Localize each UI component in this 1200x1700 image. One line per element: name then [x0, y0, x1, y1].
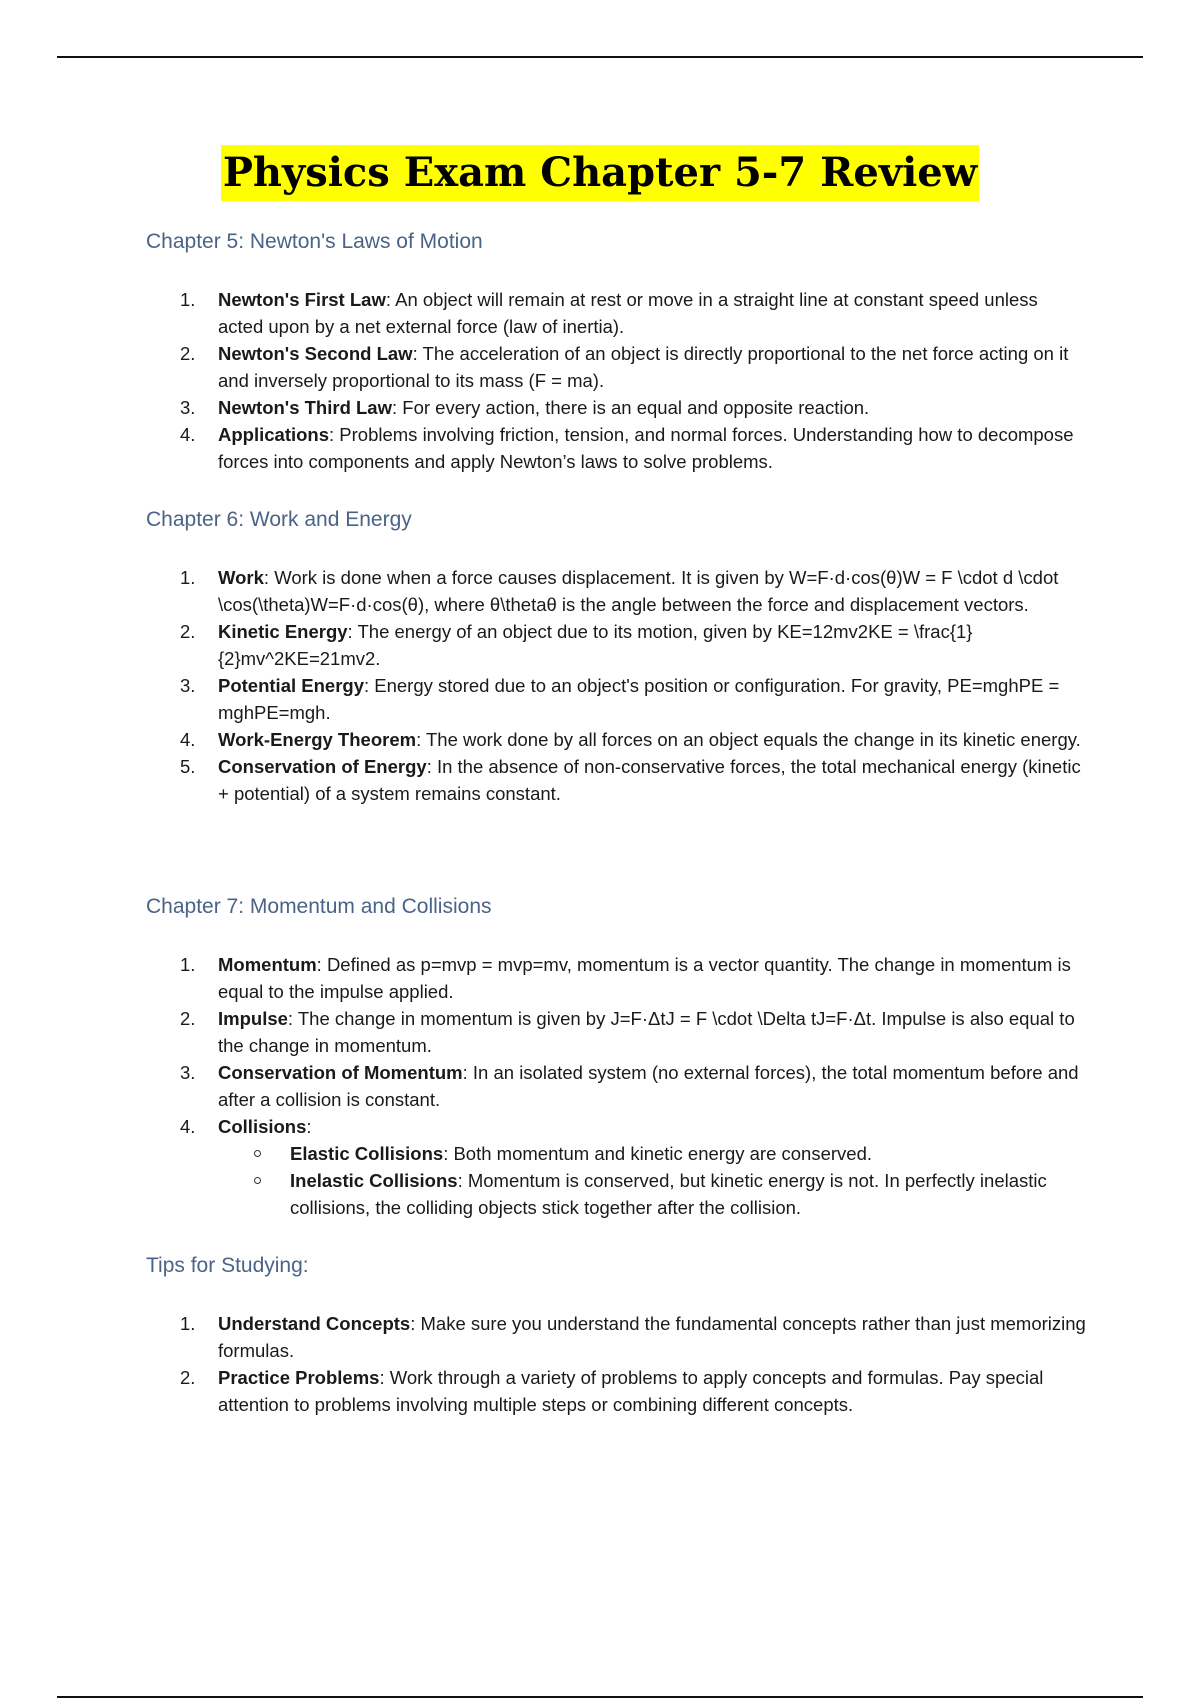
- item-term: Collisions: [218, 1116, 307, 1137]
- item-number: 3.: [180, 675, 196, 696]
- list-item: [180, 564, 1088, 618]
- sub-list-item: [290, 1140, 1088, 1167]
- item-term: Newton's Second Law: [218, 343, 413, 364]
- section-heading: Chapter 6: Work and Energy: [146, 508, 412, 531]
- item-term: Momentum: [218, 954, 317, 975]
- hollow-circle-bullet-icon: [254, 1150, 261, 1157]
- section-heading: Chapter 5: Newton's Laws of Motion: [146, 230, 483, 253]
- item-text: : The work done by all forces on an object equals the change in its kinetic energy.: [416, 729, 1081, 750]
- item-text: : Energy stored due to an object's position or configuration. For gravity, PE=mghPE = mghPE=mgh.: [218, 675, 1060, 723]
- item-text: : Work through a variety of problems to apply concepts and formulas. Pay special attention to problems involving multiple steps or combining different concepts.: [218, 1367, 1044, 1415]
- sub-list-item: [290, 1167, 1088, 1221]
- bottom-rule: [57, 1696, 1143, 1698]
- item-number: 4.: [180, 729, 196, 750]
- item-term: Work-Energy Theorem: [218, 729, 417, 750]
- item-text: : The change in momentum is given by J=F·ΔtJ = F \cdot \Delta tJ=F·Δt. Impulse is also equal to the change in momentum.: [218, 1008, 1075, 1056]
- top-rule: [57, 56, 1143, 58]
- section-heading: Tips for Studying:: [146, 1254, 309, 1277]
- item-number: 4.: [180, 1116, 196, 1137]
- item-term: Applications: [218, 424, 330, 445]
- subitem-text: : Momentum is conserved, but kinetic energy is not. In perfectly inelastic collisions, the colliding objects stick together after the collision.: [290, 1170, 1047, 1218]
- item-term: Impulse: [218, 1008, 288, 1029]
- item-number: 1.: [180, 954, 196, 975]
- item-term: Potential Energy: [218, 675, 364, 696]
- item-term: Work: [218, 567, 264, 588]
- item-term: Practice Problems: [218, 1367, 380, 1388]
- item-text: : The energy of an object due to its motion, given by KE=12mv2KE = \frac{1}{2}mv^2KE=21mv2.: [218, 621, 973, 669]
- item-term: Understand Concepts: [218, 1313, 411, 1334]
- item-text: : An object will remain at rest or move in a straight line at constant speed unless acted upon by a net external force (law of inertia).: [218, 289, 1038, 337]
- subitem-text: : Both momentum and kinetic energy are conserved.: [443, 1143, 872, 1164]
- chapter-5-list: [180, 286, 1088, 475]
- item-number: 3.: [180, 397, 196, 418]
- list-item: [180, 672, 1088, 726]
- subitem-term: Elastic Collisions: [290, 1143, 444, 1164]
- hollow-circle-bullet-icon: [254, 1177, 261, 1184]
- item-term: Newton's First Law: [218, 289, 386, 310]
- chapter-7-list: [180, 951, 1088, 1221]
- item-text: : Make sure you understand the fundamental concepts rather than just memorizing formulas.: [218, 1313, 1086, 1361]
- list-item: [180, 1364, 1088, 1418]
- list-item: [180, 394, 1088, 421]
- list-item: [180, 286, 1088, 340]
- list-item: [180, 753, 1088, 807]
- item-text: : Work is done when a force causes displacement. It is given by W=F·d·cos⁡(θ)W = F \cdot d \cdot \cos(\theta)W=F·d·cos(θ), where θ\thetaθ is the angle between the force and displacement vectors.: [218, 567, 1059, 615]
- section-heading: Chapter 7: Momentum and Collisions: [146, 895, 492, 918]
- tips-list: [180, 1310, 1088, 1418]
- collisions-sublist: [218, 1140, 1088, 1221]
- item-text: : In an isolated system (no external forces), the total momentum before and after a collision is constant.: [218, 1062, 1079, 1110]
- item-number: 3.: [180, 1062, 196, 1083]
- item-number: 2.: [180, 1008, 196, 1029]
- item-text: : The acceleration of an object is directly proportional to the net force acting on it and inversely proportional to its mass (F = ma).: [218, 343, 1069, 391]
- list-item: [180, 618, 1088, 672]
- list-item: [180, 421, 1088, 475]
- item-term: Kinetic Energy: [218, 621, 348, 642]
- list-item: [180, 1113, 1088, 1221]
- item-number: 1.: [180, 567, 196, 588]
- item-number: 4.: [180, 424, 196, 445]
- list-item: [180, 951, 1088, 1005]
- item-number: 1.: [180, 1313, 196, 1334]
- page-title: Physics Exam Chapter 5-7 Review: [221, 145, 979, 201]
- chapter-6-list: [180, 564, 1088, 807]
- item-term: Conservation of Momentum: [218, 1062, 463, 1083]
- item-text: : Problems involving friction, tension, and normal forces. Understanding how to decompose forces into components and apply Newton’s laws to solve problems.: [218, 424, 1074, 472]
- item-text: : For every action, there is an equal and opposite reaction.: [392, 397, 870, 418]
- list-item: [180, 340, 1088, 394]
- list-item: [180, 1310, 1088, 1364]
- subitem-term: Inelastic Collisions: [290, 1170, 458, 1191]
- item-text: : Defined as p=mvp = mvp=mv, momentum is a vector quantity. The change in momentum is equal to the impulse applied.: [218, 954, 1071, 1002]
- list-item: [180, 726, 1088, 753]
- item-number: 2.: [180, 621, 196, 642]
- item-number: 5.: [180, 756, 196, 777]
- item-text: :: [306, 1116, 312, 1137]
- item-text: : In the absence of non-conservative forces, the total mechanical energy (kinetic + potential) of a system remains constant.: [218, 756, 1081, 804]
- item-number: 2.: [180, 1367, 196, 1388]
- title-container: [0, 145, 1200, 201]
- item-number: 1.: [180, 289, 196, 310]
- item-term: Conservation of Energy: [218, 756, 427, 777]
- item-number: 2.: [180, 343, 196, 364]
- item-term: Newton's Third Law: [218, 397, 392, 418]
- list-item: [180, 1059, 1088, 1113]
- list-item: [180, 1005, 1088, 1059]
